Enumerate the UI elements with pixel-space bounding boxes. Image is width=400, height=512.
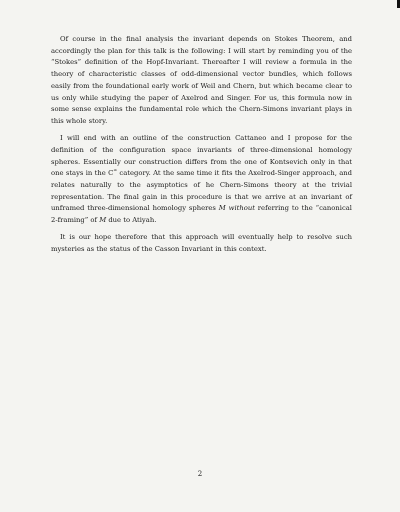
paragraph-text: due to Atiyah. <box>106 216 157 225</box>
page-number: 2 <box>197 470 203 478</box>
emphasis-without: without <box>228 204 255 213</box>
paragraph-text: category. At the same time it fits the Axelrod-Singer approach, and relates naturally to the asymptotics of he Chern-Simons theory at the trivial representation. The final gain in this procedure is that we arrive at an invariant of unframed three-dimensional homology spheres <box>51 169 352 213</box>
paragraph-text: I will end with an outline of the construction Cattaneo and I propose for the definition of the configuration space invariants of three-dimensional homology spheres. Essentially our construction differs from the one of Kontsevich only in that one stays in the C <box>51 134 352 178</box>
paragraph-text: referring to the “canonical 2-framing” of <box>51 204 352 225</box>
paragraph-text: Of course in the final analysis the invariant depends on Stokes Theorem, and accordingly the plan for this talk is the following: I will start by reminding you of the “Stokes” definition of the Hopf-Invariant. Thereafter I will review a formula in the theory of characteristic classes of odd-dimensional vector bundles, which follows easily from the foundational early work of Weil and Chern, but which became clear to us only while studying the paper of Axelrod and Singer. For us, this formula now in some sense explains the fundamental role which the Chern-Simons invariant plays in this whole story. <box>51 35 352 125</box>
math-symbol-m: M <box>99 216 107 225</box>
paragraph-text: It is our hope therefore that this approach will eventually help to resolve such mysteries as the status of the Casson Invariant in this context. <box>51 233 352 253</box>
math-symbol-m: M <box>218 204 226 213</box>
paragraph-talk-plan <box>51 34 352 128</box>
superscript-infinity: ∞ <box>113 168 118 174</box>
page-body <box>51 34 352 261</box>
paragraph-hope <box>51 232 352 255</box>
paragraph-construction-outline <box>51 133 352 227</box>
